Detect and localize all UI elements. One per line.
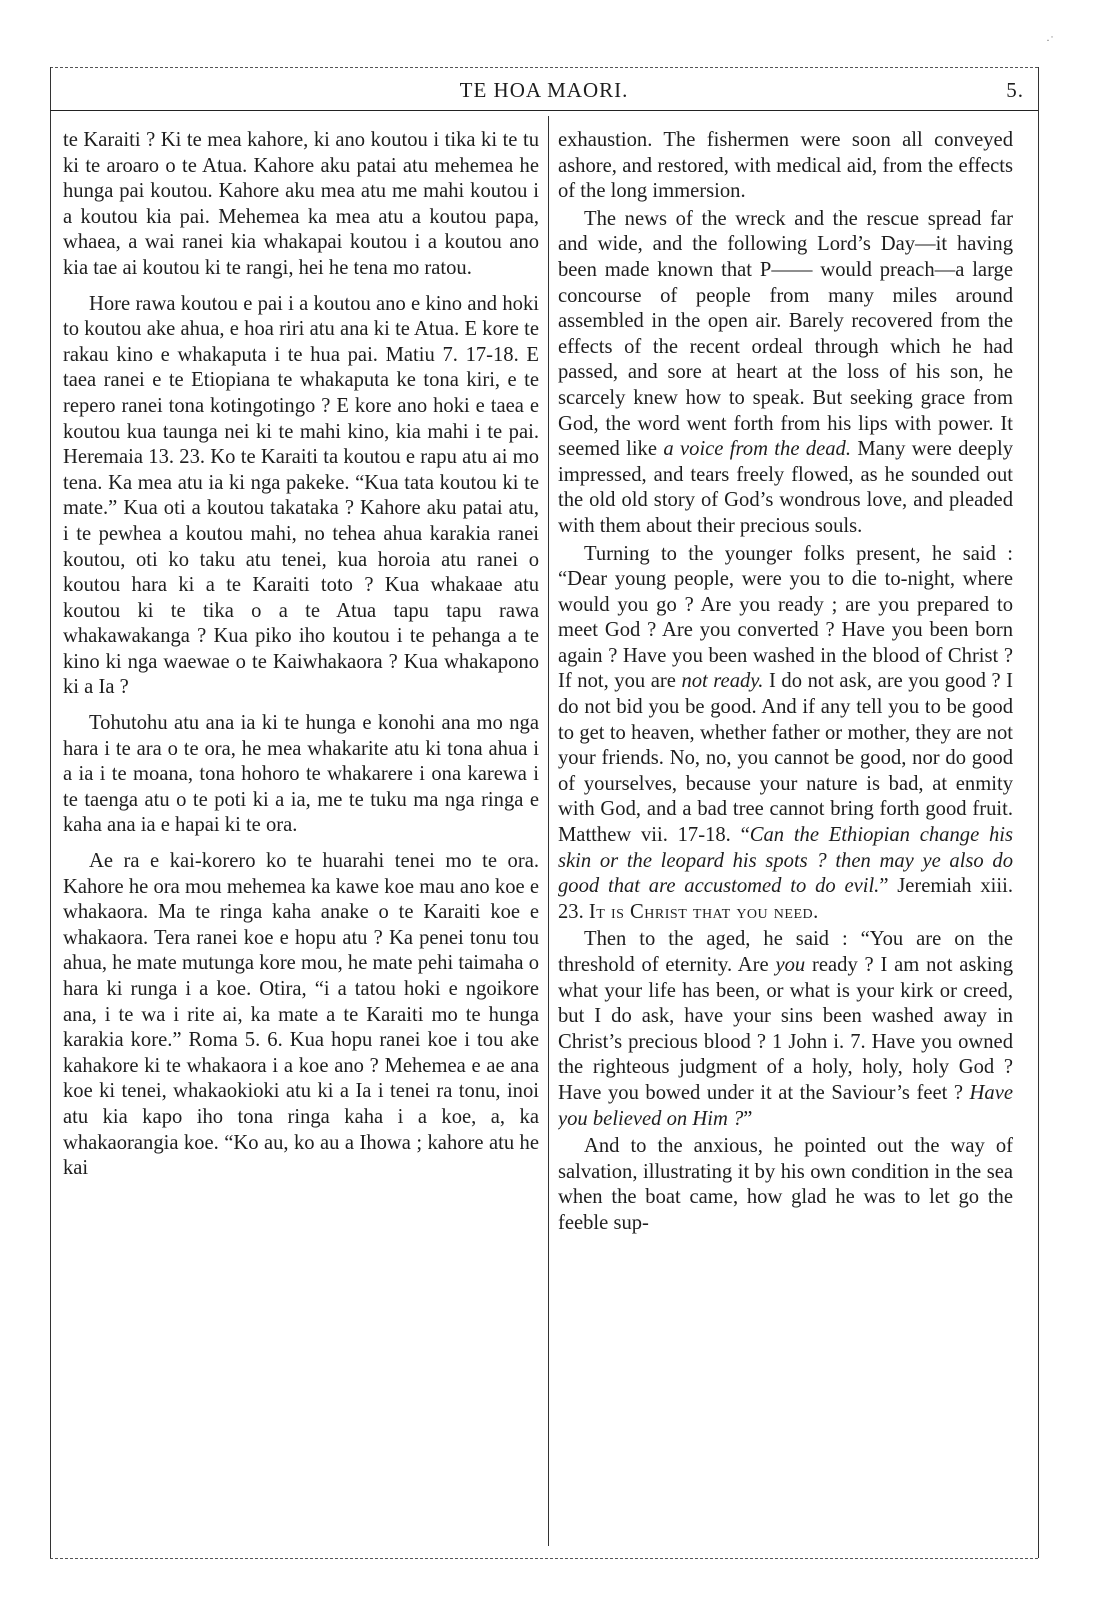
paragraph: Hore rawa koutou e pai i a koutou ano e kino and hoki to koutou ake ahua, e hoa riri atu ana ki te Atua. E kore te rakau kino e whakaputa i te hua pai. Matiu 7. 17-18. E taea ranei e te Etiopiana te whakaputa ke tona kiri, e te repero ranei tona kotingotingo ? E kore ano hoki e taea e koutou kua taunga nei ki te mahi kino, kia mahi i te pai. Heremaia 13. 23. Ko te Karaiti ta koutou e rapu atu ai mo tena. Ka mea atu ia ki nga pakeke. “Kua tata koutou ki te mate.” Kua oti a koutou takataka ? Kahore aku patai atu, i te pewhea a koutou mahi, no tehea ahua karakia ranei koutou, oti ko taku atu tenei, kua horoia atu ranei o koutou hara ki a te Karaiti toto ? Kua whakaae atu koutou ki te tika o a te Atua tapu tapu rawa whakawakanga ? Kua piko iho koutou i te pehanga a te kino ki nga waewae o te Kaiwhakaora ? Kua whakapono ki a Ia ? [63,292,539,699]
column-divider [548,116,549,1546]
text-run: Many were deeply impressed, and tears freely flowed, as he sounded out the old old story of God’s wondrous love, and pleaded with them about their precious souls. [558,438,1013,537]
text-run: The news of the wreck and the rescue spread far and wide, and the following Lord’s Day—it having been made known that P—— would preach—a large concourse of people from many miles around assembled in the open air. Barely recovered from the effects of the recent ordeal through which he had passed, and sore at heart at the loss of his son, he scarcely knew how to speak. But seeking grace from God, the word went forth from his lips with power. It seemed like [558,207,1013,461]
running-head [50,76,1038,106]
left-column [63,128,539,1538]
emphasis: you [775,954,806,976]
page-number: 5. [1006,78,1024,102]
text-run: ready ? I am not asking what your life has been, or what is your kirk or creed, but I do ask, have your sins been washed away in Christ’s precious blood ? 1 John i. 7. Have you owned the righteous judgment of a holy, holy, holy God ? Have you bowed under it at the Saviour’s feet ? [558,954,1013,1104]
small-caps-line: It is Christ that you need. [588,900,819,923]
right-column [558,128,1013,1538]
text-run: ” [743,1107,753,1130]
bottom-border [50,1558,1038,1559]
emphasis: not ready. [681,670,764,693]
emphasis: a voice from the dead. [663,438,851,461]
paragraph [558,542,1013,926]
page-title: TE HOA MAORI. [459,78,629,102]
paragraph [558,207,1013,540]
emphasis: Have you believed on Him ? [558,1081,1013,1130]
paragraph: Tohutohu atu ana ia ki te hunga e konohi ana mo nga hara i te ara o te ora, he mea whakarite atu ki tona ahua i a ia i te moana, tona hohoro te whakarere i ona karewa i te taenga atu o te poti ki a ia, me te tuku ma nga ringa e kaha ana ia e hapai ki te ora. [63,712,539,837]
text-run: Turning to the younger folks present, he said : “Dear young people, were you to die to-night, where would you go ? Are you ready ; are you prepared to meet God ? Are you converted ? Have you been born again ? Have you been washed in the blood of Christ ? If not, you are [558,542,1013,693]
text-run: I do not ask, are you good ? I do not bid you be good. And if any tell you to be good to get to heaven, whether father or mother, they are not your friends. No, no, you cannot be good, nor do good of yourselves, because your nature is bad, at enmity with God, and a bad tree cannot bring forth good fruit. Matthew vii. 17-18. “ [558,670,1013,847]
reference: ” Jeremiah xiii. 23. [558,875,1013,923]
paragraph [558,927,1013,1132]
paragraph: te Karaiti ? Ki te mea kahore, ki ano koutou i tika ki te tu ki te aroaro o te Atua. Kahore aku patai atu mehemea he hunga pai koutou. Kahore aku mea atu me mahi koutou i a koutou kia pai. Mehemea ka mea atu a koutou papa, whaea, a wai ranei kia whakapai koutou i a koutou ano kia tae ai koutou ki te rangi, hei he tena mo ratou. [63,129,539,279]
right-border [1038,67,1039,1558]
header-rule [50,110,1038,111]
paragraph: exhaustion. The fishermen were soon all conveyed ashore, and restored, with medical aid, from the effects of the long immersion. [558,129,1013,203]
paragraph: Ae ra e kai-korero ko te huarahi tenei mo te ora. Kahore he ora mou mehemea ka kawe koe mau ano koe e whakaora. Ma te ringa kaha anake o te Karaiti koe e whakaora. Tera ranei koe e hopu atu ? Ka penei tonu tou ahua, he mate mutunga kore mou, he mate pehi taimaha o hara ki runga i a koe. Otira, “i a tatou hoki e ngoikore ana, i te wa i rite ai, ka mate a te Karaiti mo te hunga karakia kore.” Roma 5. 6. Kua hopu ranei koe i tou ake kahakore ki te whakaora i a koe ano ? Mehemea e ae ana koe ki tenei, whakaokioki atu ki a Ia i tenei ra tonu, inoi atu kia kapo iho tona ringa kaha i a koe, a, ka whakaorangia koe. “Ko au, ko au a Ihowa ; kahore atu he kai [63,850,539,1180]
paragraph: And to the anxious, he pointed out the way of salvation, illustrating it by his own condition in the sea when the boat came, how glad he was to let go the feeble sup- [558,1135,1013,1234]
top-border [50,67,1038,68]
text-run: Then to the aged, he said : “You are on the threshold of eternity. Are [558,928,1013,976]
margin-mark: ·˙ [1046,33,1054,47]
left-border [50,67,51,1558]
quotation: Can the Ethiopian change his skin or the leopard his spots ? then may ye also do good that are accustomed to do evil. [558,824,1013,898]
